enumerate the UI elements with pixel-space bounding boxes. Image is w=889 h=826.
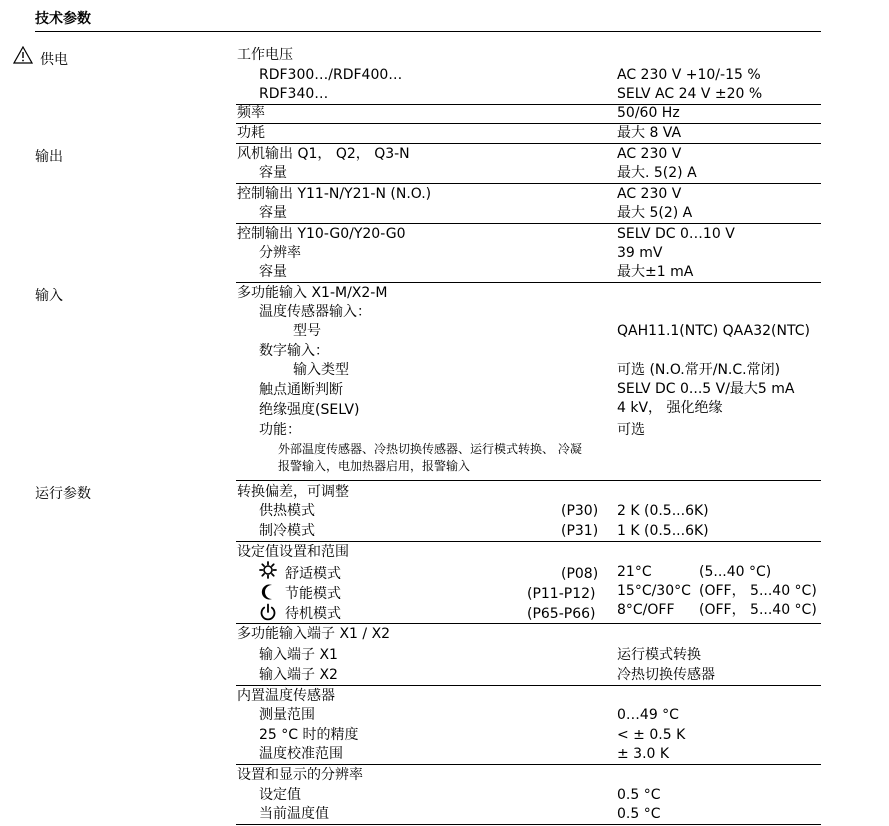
row-value: 0.5 °C — [617, 787, 661, 803]
row-value: 0.5 °C — [617, 806, 661, 822]
row-label: 输入端子 X1 — [259, 647, 338, 663]
category-operation: 运行参数 — [35, 486, 91, 502]
row-label: 转换偏差，可调整 — [237, 484, 349, 500]
row-separator — [236, 123, 821, 124]
row-label: 绝缘强度(SELV) — [259, 402, 360, 418]
row-value: 0…49 °C — [617, 707, 679, 723]
row-label: 舒适模式 — [285, 566, 341, 582]
row-separator — [236, 685, 821, 686]
row-separator — [236, 623, 821, 624]
row-label: 温度传感器输入： — [259, 304, 371, 320]
row-label: 分辨率 — [259, 245, 301, 261]
row-separator — [236, 223, 821, 224]
row-value: AC 230 V — [617, 146, 682, 162]
row-label: 多功能输入端子 X1 / X2 — [237, 626, 391, 642]
row-separator — [236, 764, 821, 765]
row-separator — [236, 824, 821, 825]
row-value: ± 3.0 K — [617, 746, 670, 762]
warning-triangle-icon — [13, 46, 33, 64]
row-label: 型号 — [293, 323, 321, 339]
row-range: (OFF， 5...40 °C) — [699, 602, 817, 618]
row-separator — [236, 541, 821, 542]
param-code: (P08) — [561, 566, 599, 582]
row-separator — [236, 480, 821, 481]
row-label: 输入类型 — [293, 362, 349, 378]
row-value: 8°C/OFF — [617, 602, 675, 618]
category-input: 输入 — [35, 288, 63, 304]
row-label: 功耗 — [237, 125, 265, 141]
row-value: 21°C — [617, 564, 652, 580]
row-label: 设定值 — [259, 787, 301, 803]
page-title: 技术参数 — [35, 11, 91, 27]
power-icon — [259, 603, 277, 621]
row-label: 节能模式 — [285, 586, 341, 602]
row-value: AC 230 V +10/-15 % — [617, 67, 761, 83]
row-label: 触点通断判断 — [259, 382, 343, 398]
row-separator — [236, 104, 821, 105]
row-range: (5...40 °C) — [699, 564, 772, 580]
row-value: 运行模式转换 — [617, 647, 701, 663]
row-label: 控制输出 Y10-G0/Y20-G0 — [237, 226, 406, 242]
row-value: 最大 8 VA — [617, 125, 682, 141]
row-value: 可选 (N.O.常开/N.C.常闭) — [617, 362, 781, 378]
row-label: 容量 — [259, 264, 287, 280]
row-value: 50/60 Hz — [617, 105, 680, 121]
row-value: SELV AC 24 V ±20 % — [617, 86, 763, 102]
row-separator — [236, 143, 821, 144]
row-label: RDF340… — [259, 86, 329, 102]
row-label: 设置和显示的分辨率 — [237, 767, 363, 783]
sun-icon — [259, 561, 277, 579]
row-label: 数字输入： — [259, 343, 329, 359]
row-value: 最大. 5(2) A — [617, 165, 697, 181]
row-label: 待机模式 — [285, 606, 341, 622]
row-value: 最大 5(2) A — [617, 205, 693, 221]
row-label: 容量 — [259, 205, 287, 221]
param-code: (P65-P66) — [527, 606, 596, 622]
param-code: (P30) — [561, 503, 599, 519]
row-label: 控制输出 Y11-N/Y21-N (N.O.) — [237, 186, 432, 202]
row-value: 可选 — [617, 422, 645, 438]
row-label: 供热模式 — [259, 503, 315, 519]
row-label: 制冷模式 — [259, 523, 315, 539]
row-label: 频率 — [237, 105, 265, 121]
category-output: 输出 — [35, 149, 63, 165]
row-label: 当前温度值 — [259, 806, 329, 822]
row-value: 冷热切换传感器 — [617, 667, 715, 683]
row-value: 4 kV， 强化绝缘 — [617, 400, 723, 416]
row-label: 设定值设置和范围 — [237, 544, 349, 560]
row-label: 输入端子 X2 — [259, 667, 338, 683]
row-label: 多功能输入 X1-M/X2-M — [237, 285, 388, 301]
row-label: 工作电压 — [237, 47, 293, 63]
row-label: 温度校准范围 — [259, 746, 343, 762]
row-value: SELV DC 0…10 V — [617, 226, 735, 242]
row-value: < ± 0.5 K — [617, 727, 686, 743]
row-label: 测量范围 — [259, 707, 315, 723]
row-note: 报警输入，电加热器启用，报警输入 — [278, 459, 471, 473]
row-separator — [236, 282, 821, 283]
row-label: RDF300…/RDF400… — [259, 67, 403, 83]
title-rule — [35, 31, 821, 32]
row-value: QAH11.1(NTC) QAA32(NTC) — [617, 323, 810, 339]
row-label: 25 °C 时的精度 — [259, 727, 359, 743]
row-value: SELV DC 0...5 V/最大5 mA — [617, 381, 795, 397]
moon-icon — [260, 583, 278, 601]
row-label: 容量 — [259, 165, 287, 181]
row-label: 功能： — [259, 422, 301, 438]
param-code: (P11-P12) — [527, 586, 596, 602]
row-note: 外部温度传感器、冷热切换传感器、运行模式转换、 冷凝 — [278, 442, 582, 456]
row-value: 2 K (0.5...6K) — [617, 503, 709, 519]
row-label: 风机输出 Q1， Q2， Q3-N — [237, 146, 410, 162]
row-value: AC 230 V — [617, 186, 682, 202]
category-power: 供电 — [40, 52, 68, 68]
row-value: 最大±1 mA — [617, 264, 694, 280]
row-range: (OFF， 5...40 °C) — [699, 583, 817, 599]
row-value: 39 mV — [617, 245, 663, 261]
row-value: 15°C/30°C — [617, 583, 691, 599]
row-label: 内置温度传感器 — [237, 688, 335, 704]
row-value: 1 K (0.5...6K) — [617, 523, 709, 539]
row-separator — [236, 183, 821, 184]
param-code: (P31) — [561, 523, 599, 539]
